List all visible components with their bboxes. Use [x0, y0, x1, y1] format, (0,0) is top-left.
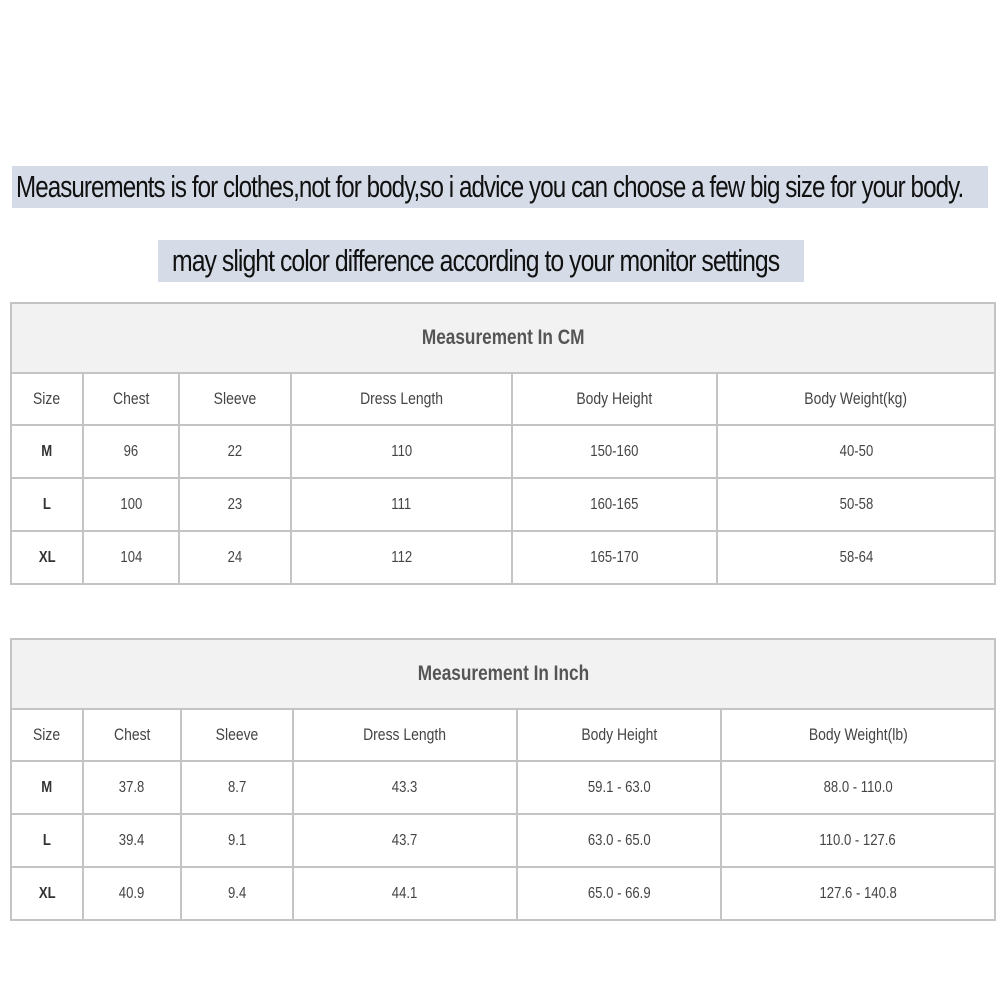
column-header-dress-length: Dress Length [293, 709, 517, 761]
table-row [11, 814, 995, 867]
chest-cell: 104 [83, 531, 179, 584]
body-height-cell: 165-170 [512, 531, 717, 584]
dress-length-cell: 111 [291, 478, 512, 531]
sleeve-cell: 9.1 [181, 814, 293, 867]
body-height-cell: 59.1 - 63.0 [517, 761, 721, 814]
table-header-row [11, 709, 995, 761]
column-header-size: Size [11, 373, 83, 425]
size-cell: XL [11, 867, 83, 920]
body-weight-cell: 58-64 [717, 531, 995, 584]
notice-color-difference [158, 240, 804, 282]
sleeve-cell: 23 [179, 478, 291, 531]
size-cell: M [11, 425, 83, 478]
table-title: Measurement In CM [11, 303, 995, 373]
table-row [11, 478, 995, 531]
notice-color-difference-text: may slight color difference according to your monitor settings [172, 243, 780, 278]
column-header-body-weight: Body Weight(lb) [721, 709, 995, 761]
dress-length-cell: 43.7 [293, 814, 517, 867]
column-header-body-weight: Body Weight(kg) [717, 373, 995, 425]
table-title: Measurement In Inch [11, 639, 995, 709]
table-title-row [11, 303, 995, 373]
size-cell: L [11, 814, 83, 867]
chest-cell: 40.9 [83, 867, 181, 920]
body-weight-cell: 88.0 - 110.0 [721, 761, 995, 814]
size-table-cm [10, 302, 996, 585]
table-title-row [11, 639, 995, 709]
column-header-sleeve: Sleeve [179, 373, 291, 425]
sleeve-cell: 9.4 [181, 867, 293, 920]
size-table-inch [10, 638, 996, 921]
column-header-body-height: Body Height [512, 373, 717, 425]
notice-measurements-text: Measurements is for clothes,not for body,so i advice you can choose a few big size for your body. [16, 169, 964, 204]
column-header-dress-length: Dress Length [291, 373, 512, 425]
body-weight-cell: 110.0 - 127.6 [721, 814, 995, 867]
column-header-sleeve: Sleeve [181, 709, 293, 761]
table-header-row [11, 373, 995, 425]
body-height-cell: 150-160 [512, 425, 717, 478]
body-height-cell: 65.0 - 66.9 [517, 867, 721, 920]
size-cell: XL [11, 531, 83, 584]
body-weight-cell: 40-50 [717, 425, 995, 478]
table-row [11, 425, 995, 478]
table-row [11, 531, 995, 584]
dress-length-cell: 43.3 [293, 761, 517, 814]
chest-cell: 96 [83, 425, 179, 478]
column-header-size: Size [11, 709, 83, 761]
sleeve-cell: 22 [179, 425, 291, 478]
notice-measurements [12, 166, 988, 208]
size-cell: L [11, 478, 83, 531]
body-height-cell: 160-165 [512, 478, 717, 531]
body-height-cell: 63.0 - 65.0 [517, 814, 721, 867]
size-cell: M [11, 761, 83, 814]
column-header-chest: Chest [83, 373, 179, 425]
table-row [11, 867, 995, 920]
body-weight-cell: 127.6 - 140.8 [721, 867, 995, 920]
sleeve-cell: 8.7 [181, 761, 293, 814]
dress-length-cell: 110 [291, 425, 512, 478]
column-header-chest: Chest [83, 709, 181, 761]
body-weight-cell: 50-58 [717, 478, 995, 531]
table-row [11, 761, 995, 814]
column-header-body-height: Body Height [517, 709, 721, 761]
chest-cell: 37.8 [83, 761, 181, 814]
dress-length-cell: 44.1 [293, 867, 517, 920]
dress-length-cell: 112 [291, 531, 512, 584]
sleeve-cell: 24 [179, 531, 291, 584]
chest-cell: 39.4 [83, 814, 181, 867]
chest-cell: 100 [83, 478, 179, 531]
